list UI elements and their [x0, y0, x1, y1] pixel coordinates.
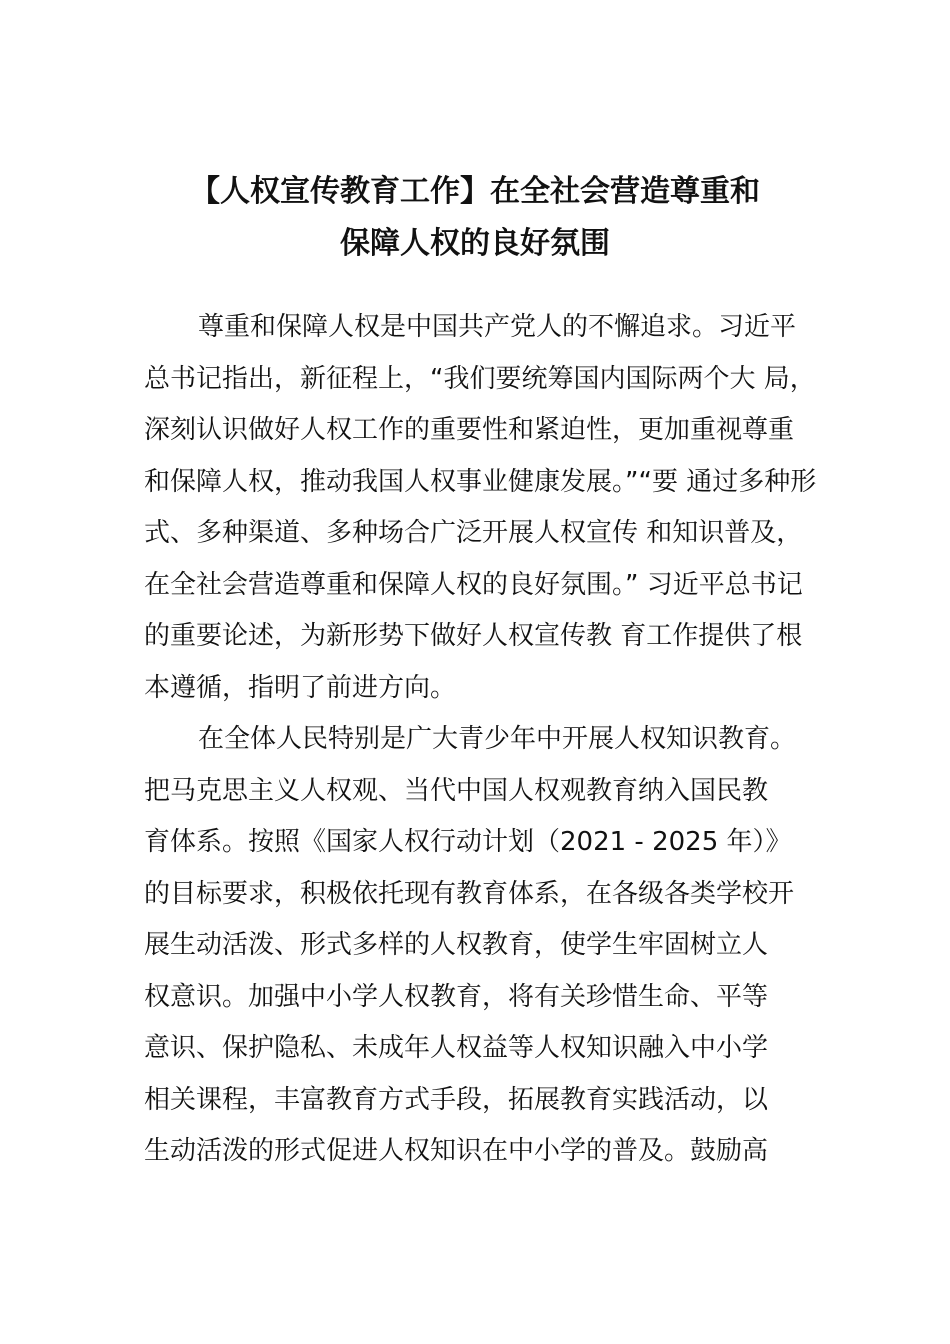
paragraph-line: 尊重和保障人权是中国共产党人的不懈追求。习近平	[198, 312, 797, 342]
paragraph-line: 育体系。按照《国家人权行动计划（2021 - 2025 年）》	[144, 827, 792, 857]
paragraph-line: 的重要论述，为新形势下做好人权宣传教 育工作提供了根	[144, 621, 803, 651]
paragraph-line: 和保障人权，推动我国人权事业健康发展。”“要 通过多种形	[144, 466, 817, 497]
paragraph-line: 在全社会营造尊重和保障人权的良好氛围。” 习近平总书记	[144, 569, 803, 600]
title-line-2: 保障人权的良好氛围	[340, 226, 610, 261]
paragraph-line: 总书记指出，新征程上，“我们要统筹国内国际两个大 局，	[144, 363, 816, 394]
paragraph-line: 的目标要求，积极依托现有教育体系，在各级各类学校开	[144, 878, 795, 909]
paragraph-line: 本遵循，指明了前进方向。	[144, 672, 457, 703]
paragraph-line: 式、多种渠道、多种场合广泛开展人权宣传 和知识普及，	[144, 518, 803, 548]
title-line-1: 【人权宣传教育工作】在全社会营造尊重和	[190, 174, 760, 209]
paragraph-line: 意识、保护隐私、未成年人权益等人权知识融入中小学	[144, 1033, 769, 1063]
paragraph-line: 相关课程，丰富教育方式手段，拓展教育实践活动，以	[144, 1084, 769, 1115]
paragraph-line: 展生动活泼、形式多样的人权教育，使学生牢固树立人	[144, 930, 769, 960]
document-title	[110, 166, 840, 270]
paragraph-1	[144, 302, 844, 714]
paragraph-line: 深刻认识做好人权工作的重要性和紧迫性，更加重视尊重	[144, 415, 795, 445]
paragraph-line: 在全体人民特别是广大青少年中开展人权知识教育。	[198, 724, 797, 754]
paragraph-line: 把马克思主义人权观、当代中国人权观教育纳入国民教	[144, 775, 769, 806]
paragraph-line: 生动活泼的形式促进人权知识在中小学的普及。鼓励高	[144, 1136, 769, 1166]
document-body	[144, 302, 844, 1178]
paragraph-2	[144, 714, 844, 1178]
paragraph-line: 权意识。加强中小学人权教育，将有关珍惜生命、平等	[144, 981, 769, 1012]
